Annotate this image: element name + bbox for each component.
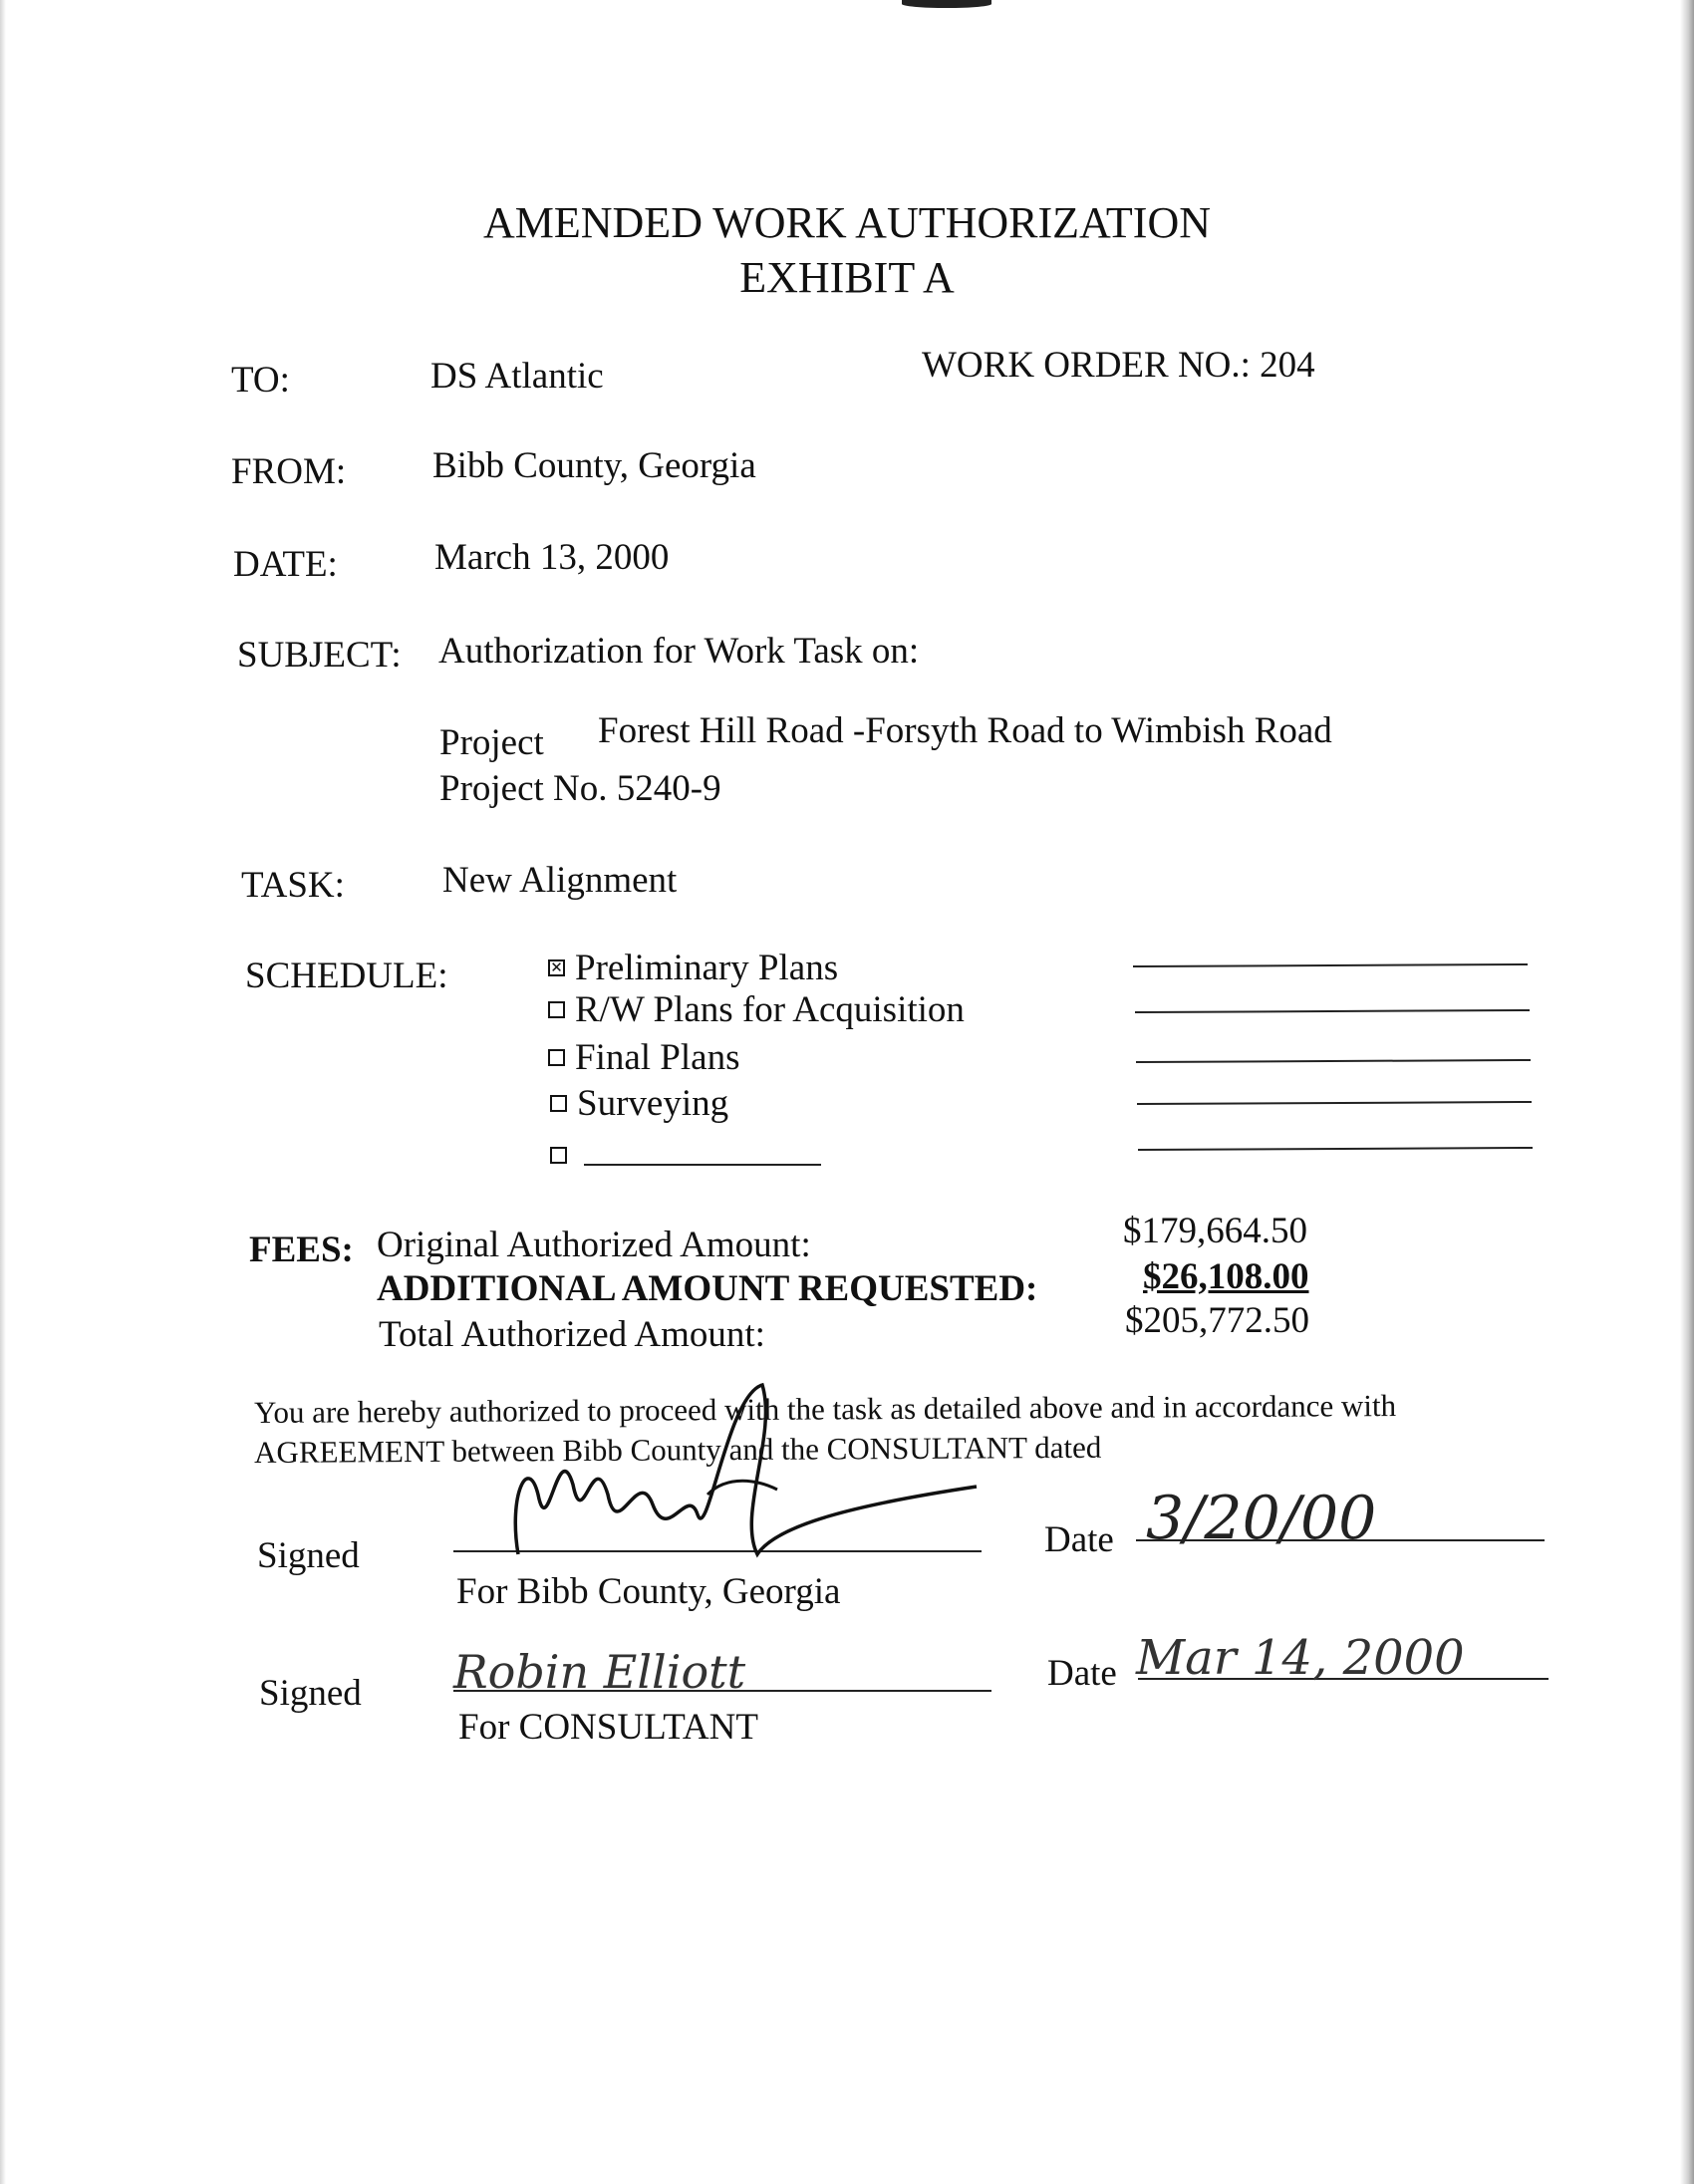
blank-item-line — [584, 1164, 821, 1166]
schedule-date-line — [1138, 1147, 1533, 1151]
consultant-date-handwritten — [1136, 1620, 1535, 1700]
task-label: TASK: — [241, 865, 345, 906]
county-for-label: For Bibb County, Georgia — [456, 1571, 841, 1612]
schedule-item-surveying — [550, 1082, 728, 1125]
checkbox-icon — [550, 1095, 567, 1112]
date-label: DATE: — [233, 544, 338, 585]
svg-text:Mar 14, 2000: Mar 14, 2000 — [1136, 1630, 1465, 1686]
date-value: March 13, 2000 — [434, 537, 670, 578]
county-date-label: Date — [1044, 1519, 1114, 1560]
schedule-item-rw-plans — [548, 988, 965, 1031]
from-label: FROM: — [231, 451, 347, 492]
county-signature — [478, 1375, 996, 1574]
additional-amount-value: $26,108.00 — [1143, 1256, 1309, 1297]
consultant-signed-label: Signed — [259, 1673, 362, 1714]
schedule-date-line — [1133, 963, 1528, 967]
authorization-text-line2: AGREEMENT between Bibb County and the CONSULTANT dated — [254, 1429, 1102, 1470]
schedule-label: SCHEDULE: — [245, 956, 448, 996]
original-amount-label: Original Authorized Amount: — [377, 1225, 811, 1265]
county-date-handwritten — [1146, 1467, 1475, 1566]
county-signed-label: Signed — [257, 1535, 360, 1576]
consultant-date-label: Date — [1047, 1653, 1117, 1694]
consultant-for-label: For CONSULTANT — [458, 1707, 758, 1748]
scan-edge-left — [0, 0, 6, 2184]
schedule-item-label: Surveying — [577, 1083, 729, 1124]
consultant-signature — [453, 1634, 852, 1704]
scan-mark — [902, 0, 991, 8]
schedule-item-final-plans — [548, 1036, 740, 1079]
checkbox-icon — [548, 1049, 565, 1066]
schedule-date-line — [1136, 1059, 1531, 1063]
schedule-date-line — [1135, 1009, 1530, 1013]
schedule-item-label: R/W Plans for Acquisition — [575, 989, 965, 1030]
schedule-item-preliminary-plans — [548, 947, 838, 989]
project-label: Project — [439, 722, 544, 763]
authorization-text-line1: You are hereby authorized to proceed with the task as detailed above and in accordance with — [254, 1387, 1397, 1430]
to-label: TO: — [231, 360, 290, 401]
project-number: Project No. 5240-9 — [439, 768, 721, 809]
schedule-item-label: Preliminary Plans — [575, 948, 839, 988]
subject-label: SUBJECT: — [237, 635, 402, 676]
document-subtitle: EXHIBIT A — [739, 253, 955, 302]
task-value: New Alignment — [442, 860, 678, 901]
schedule-date-line — [1137, 1101, 1532, 1105]
additional-amount-label: ADDITIONAL AMOUNT REQUESTED: — [377, 1268, 1038, 1309]
to-value: DS Atlantic — [430, 356, 604, 397]
project-name: Forest Hill Road -Forsyth Road to Wimbish Road — [598, 710, 1332, 751]
svg-text:Robin Elliott: Robin Elliott — [453, 1645, 746, 1699]
checked-checkbox-icon: ✕ — [548, 959, 565, 976]
subject-value: Authorization for Work Task on: — [438, 631, 920, 672]
checkbox-icon — [550, 1147, 567, 1164]
fees-label: FEES: — [249, 1229, 354, 1270]
schedule-item-label: Final Plans — [575, 1037, 740, 1078]
checkbox-icon — [548, 1001, 565, 1018]
schedule-item-blank — [550, 1134, 577, 1177]
from-value: Bibb County, Georgia — [432, 445, 756, 486]
svg-text:3/20/00: 3/20/00 — [1146, 1484, 1377, 1553]
total-amount-value: $205,772.50 — [1125, 1300, 1309, 1341]
original-amount-value: $179,664.50 — [1123, 1211, 1307, 1251]
scan-edge-right — [1680, 0, 1694, 2184]
total-amount-label: Total Authorized Amount: — [379, 1314, 765, 1355]
document-title: AMENDED WORK AUTHORIZATION — [482, 198, 1212, 247]
work-order-number: WORK ORDER NO.: 204 — [922, 345, 1315, 386]
